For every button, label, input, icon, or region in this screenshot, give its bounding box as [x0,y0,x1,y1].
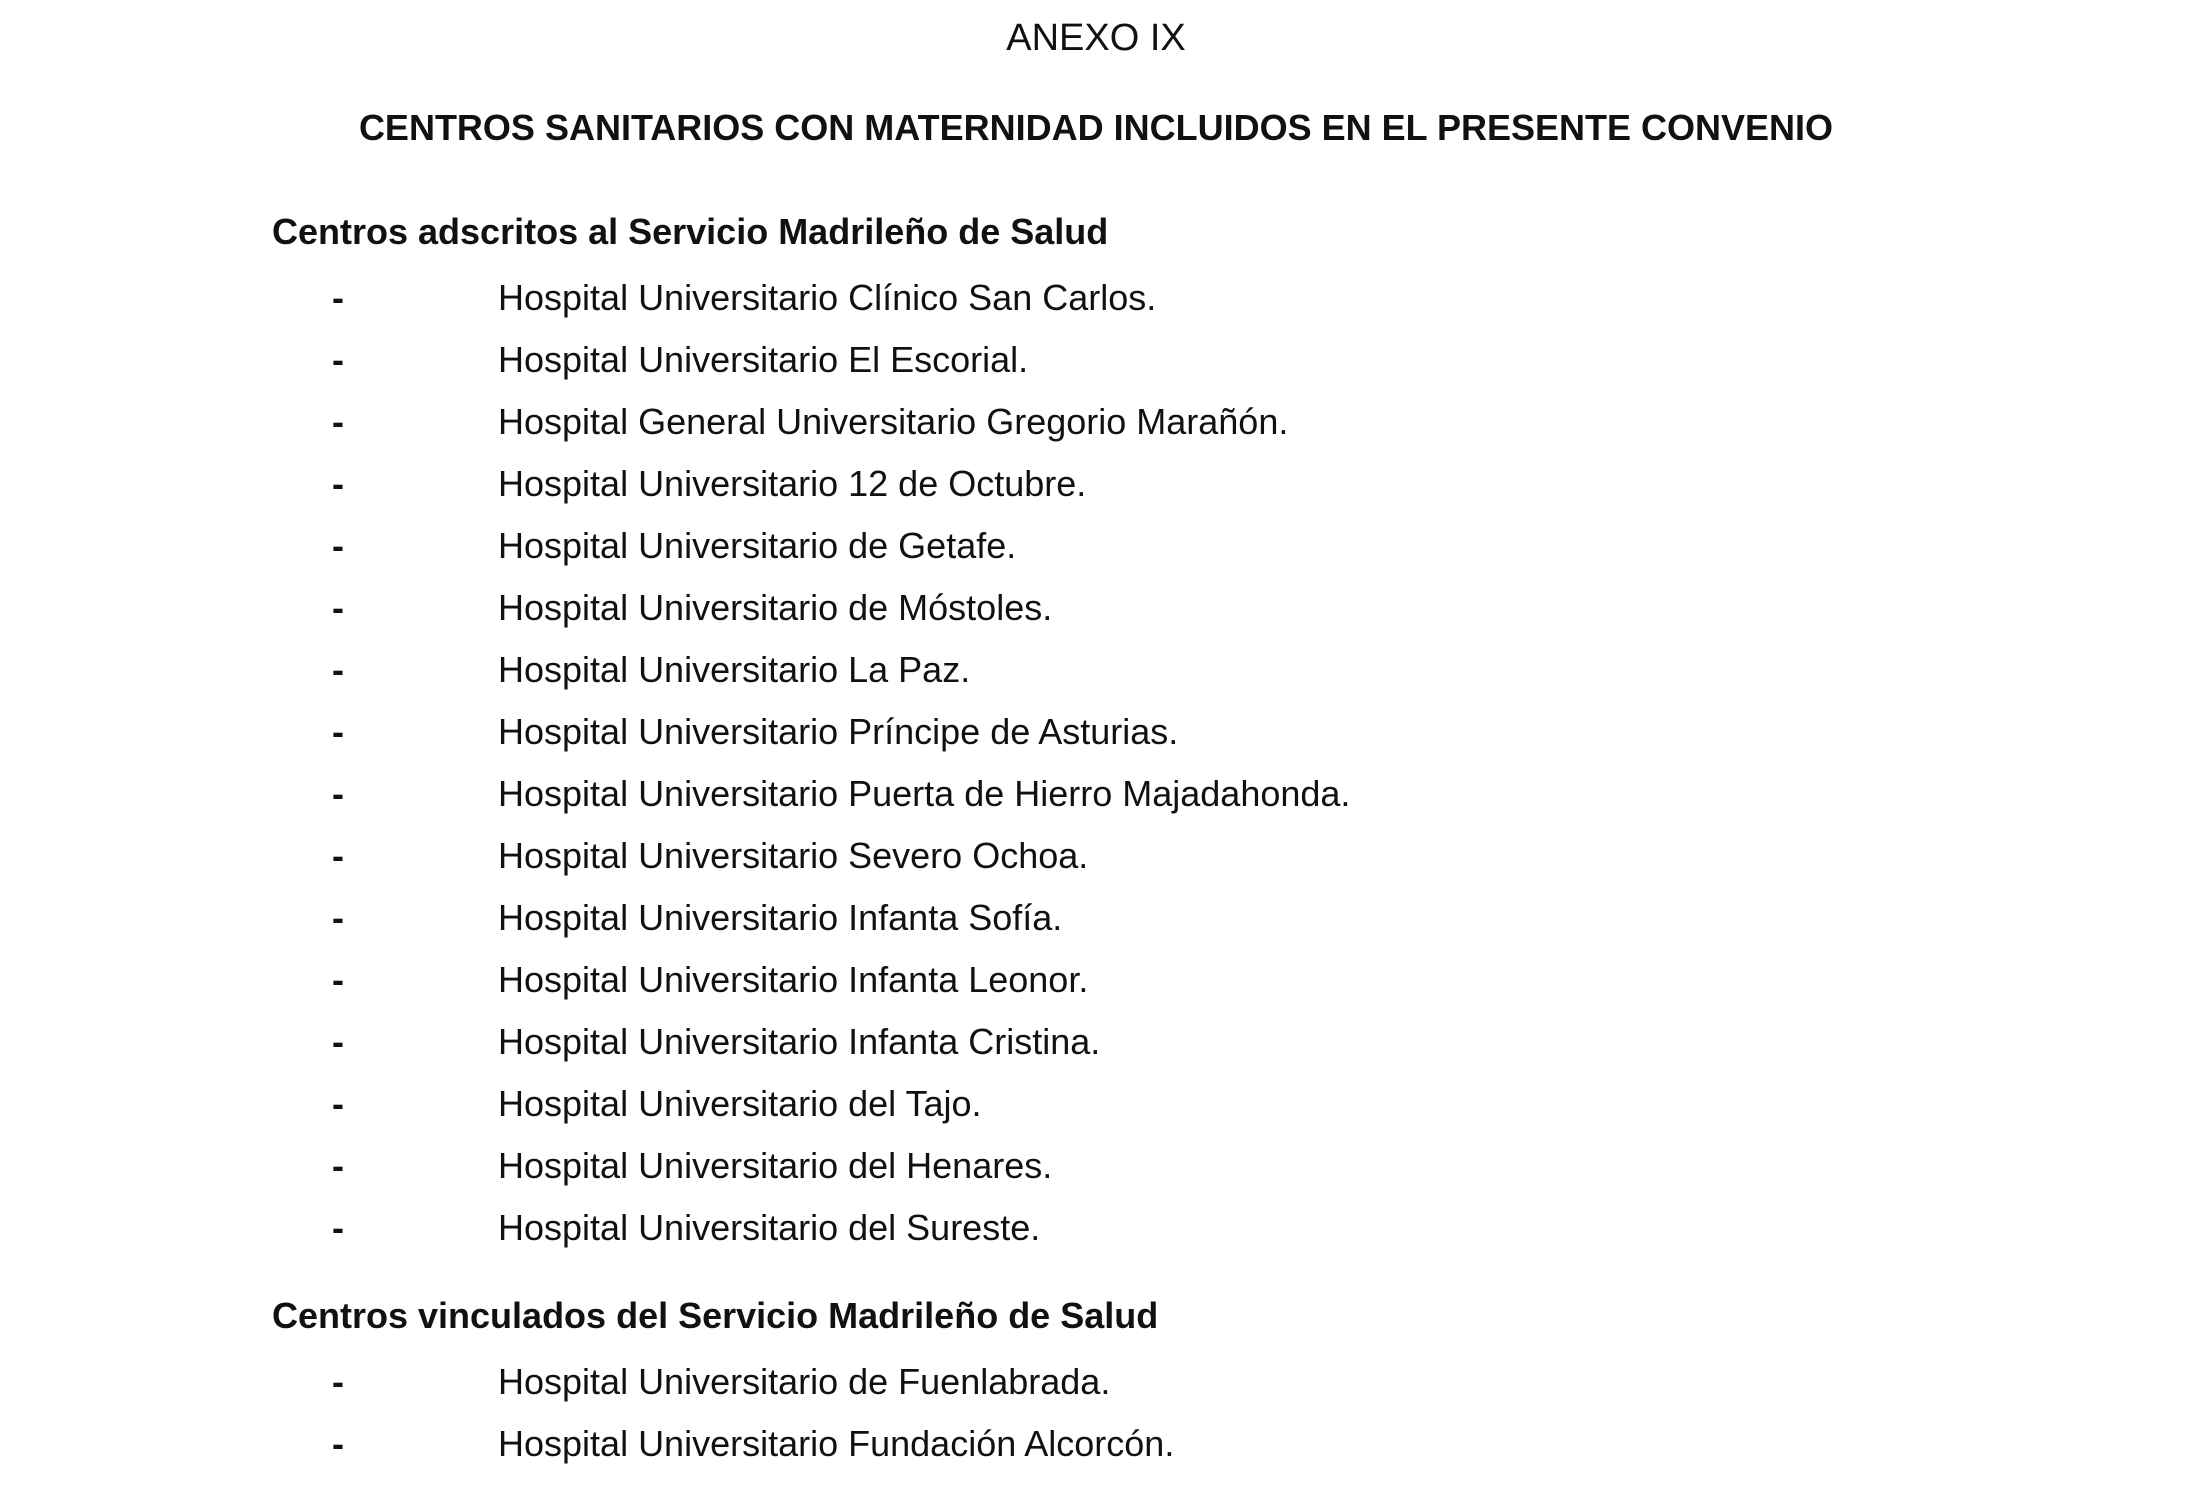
list-item [272,1142,2072,1204]
document-title: CENTROS SANITARIOS CON MATERNIDAD INCLUIDOS EN EL PRESENTE CONVENIO [358,107,1834,148]
hospital-name: Hospital Universitario Infanta Sofía. [498,897,1063,938]
bullet-dash: - [332,835,344,876]
bullet-dash: - [332,897,344,938]
hospital-name: Hospital Universitario del Tajo. [498,1083,982,1124]
bullet-dash: - [332,1083,344,1124]
hospital-name: Hospital General Universitario Gregorio Marañón. [498,401,1289,442]
bullet-dash: - [332,525,344,566]
bullet-dash: - [332,1361,344,1402]
list-item [272,832,2072,894]
bullet-dash: - [332,587,344,628]
hospital-name: Hospital Universitario de Fuenlabrada. [498,1361,1111,1402]
bullet-dash: - [332,1423,344,1464]
annex-title: ANEXO IX [1006,17,1186,59]
bullet-dash: - [332,339,344,380]
list-item [272,708,2072,770]
list-item [272,1080,2072,1142]
list-item [272,274,2072,336]
list-item [272,1420,2072,1482]
hospital-name: Hospital Universitario La Paz. [498,649,971,690]
hospital-name: Hospital Universitario Puerta de Hierro Majadahonda. [498,773,1351,814]
hospital-name: Hospital Universitario Infanta Cristina. [498,1021,1101,1062]
section-adscritos [272,208,2072,1266]
bullet-dash: - [332,401,344,442]
section-vinculados [272,1292,2072,1482]
bullet-dash: - [332,773,344,814]
hospital-list [272,1358,2072,1482]
list-item [272,1358,2072,1420]
bullet-dash: - [332,1021,344,1062]
list-item [272,522,2072,584]
hospital-name: Hospital Universitario Príncipe de Asturias. [498,711,1179,752]
list-item [272,956,2072,1018]
hospital-name: Hospital Universitario El Escorial. [498,339,1029,380]
hospital-name: Hospital Universitario de Móstoles. [498,587,1053,628]
hospital-name: Hospital Universitario del Henares. [498,1145,1053,1186]
hospital-name: Hospital Universitario Clínico San Carlos. [498,277,1157,318]
hospital-name: Hospital Universitario Fundación Alcorcón. [498,1423,1175,1464]
section-heading: Centros adscritos al Servicio Madrileño de Salud [272,211,1109,252]
list-item [272,894,2072,956]
hospital-list [272,274,2072,1266]
section-heading: Centros vinculados del Servicio Madrileño de Salud [272,1295,1159,1336]
list-item [272,1018,2072,1080]
hospital-name: Hospital Universitario Infanta Leonor. [498,959,1089,1000]
list-item [272,1204,2072,1266]
hospital-name: Hospital Universitario de Getafe. [498,525,1017,566]
bullet-dash: - [332,1145,344,1186]
hospital-name: Hospital Universitario Severo Ochoa. [498,835,1089,876]
list-item [272,336,2072,398]
bullet-dash: - [332,711,344,752]
bullet-dash: - [332,1207,344,1248]
bullet-dash: - [332,463,344,504]
list-item [272,398,2072,460]
bullet-dash: - [332,959,344,1000]
list-item [272,460,2072,522]
bullet-dash: - [332,277,344,318]
list-item [272,770,2072,832]
hospital-name: Hospital Universitario del Sureste. [498,1207,1041,1248]
list-item [272,584,2072,646]
list-item [272,646,2072,708]
bullet-dash: - [332,649,344,690]
hospital-name: Hospital Universitario 12 de Octubre. [498,463,1087,504]
